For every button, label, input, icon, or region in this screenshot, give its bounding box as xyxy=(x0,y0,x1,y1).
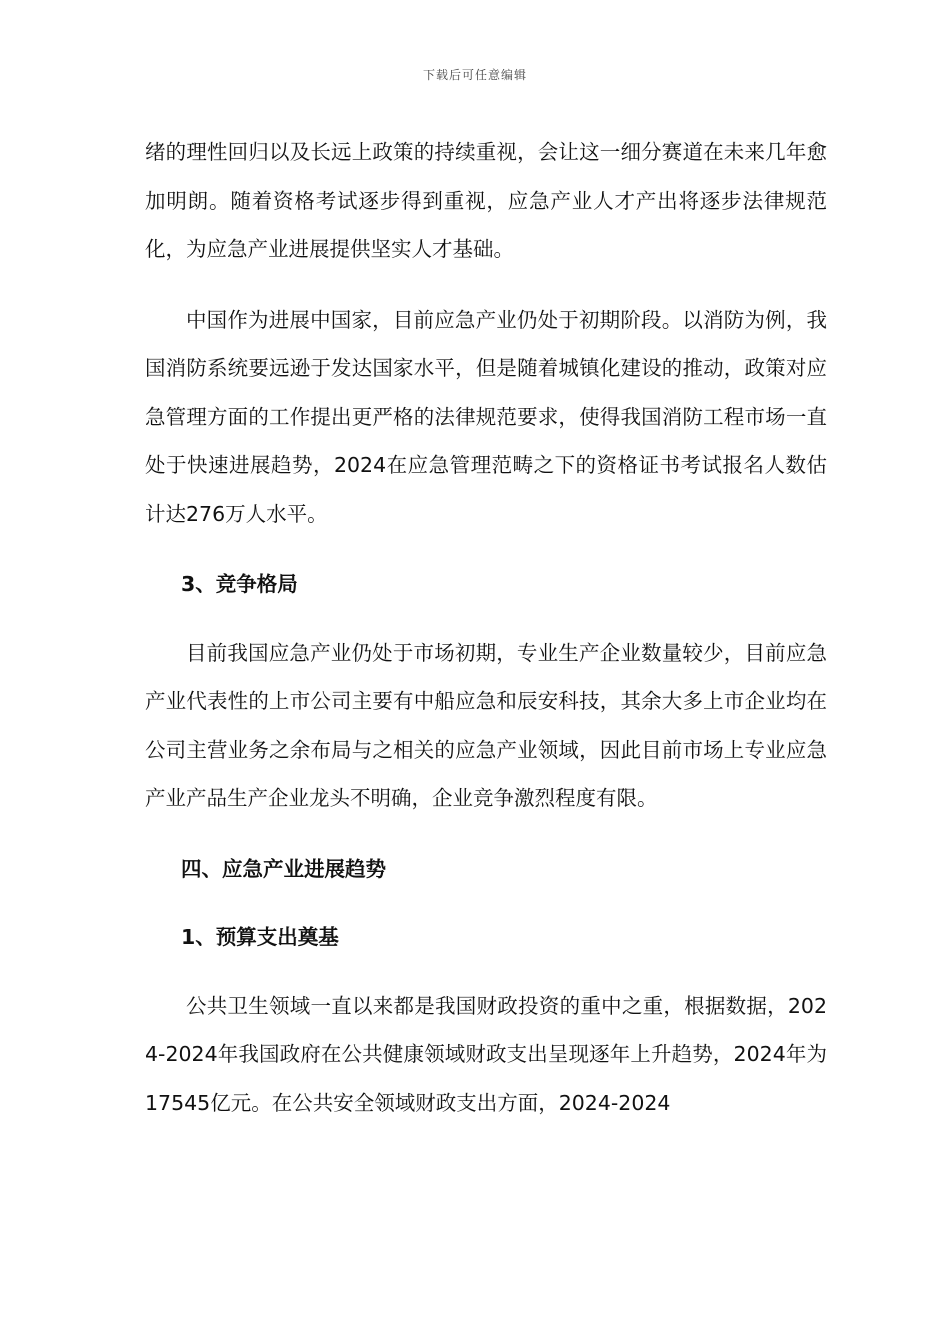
paragraph-gap xyxy=(145,274,827,296)
paragraph-gap xyxy=(145,962,827,982)
paragraph-budget: 公共卫生领域一直以来都是我国财政投资的重中之重，根据数据，2024-2024年我国政府在公共健康领域财政支出呈现逐年上升趋势，2024年为17545亿元。在公共安全领域财政支出方面，2024-2024 xyxy=(145,993,827,1115)
paragraph-continuation: 绪的理性回归以及长远上政策的持续重视，会让这一细分赛道在未来几年愈加明朗。随着资格考试逐步得到重视，应急产业人才产出将逐步法律规范化，为应急产业进展提供坚实人才基础。 xyxy=(145,140,827,261)
header-note: 下载后可任意编辑 xyxy=(422,68,527,82)
paragraph-china-stage: 中国作为进展中国家，目前应急产业仍处于初期阶段。以消防为例，我国消防系统要远逊于发达国家水平，但是随着城镇化建设的推动，政策对应急管理方面的工作提出更严格的法律规范要求，使得我国消防工程市场一直处于快速进展趋势，2024在应急管理范畴之下的资格证书考试报名人数估计达276万人水平。 xyxy=(145,307,827,526)
paragraph-gap xyxy=(145,609,827,629)
paragraph-competition: 目前我国应急产业仍处于市场初期，专业生产企业数量较少，目前应急产业代表性的上市公司主要有中船应急和辰安科技，其余大多上市企业均在公司主营业务之余布局与之相关的应急产业领域，因此目前市场上专业应急产业产品生产企业龙头不明确，企业竞争激烈程度有限。 xyxy=(145,640,827,810)
paragraph-gap xyxy=(145,823,827,845)
paragraph-gap xyxy=(145,538,827,560)
heading-budget: 1、预算支出奠基 xyxy=(181,925,339,949)
document-body xyxy=(145,128,827,1127)
paragraph-gap xyxy=(145,893,827,913)
heading-trends: 四、应急产业进展趋势 xyxy=(181,856,386,881)
heading-competition: 3、竞争格局 xyxy=(181,572,298,596)
